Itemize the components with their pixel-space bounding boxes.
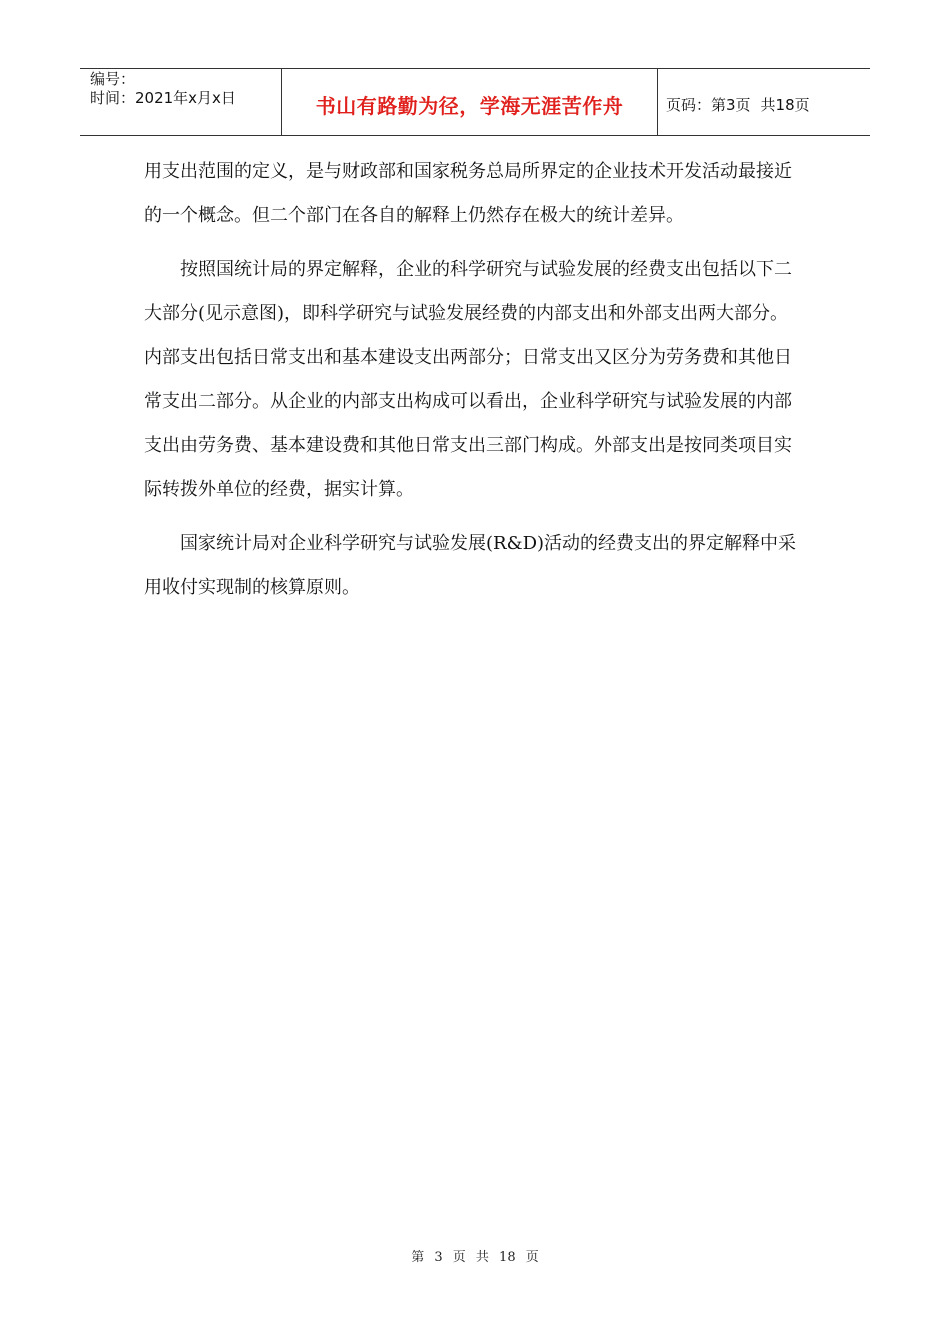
page-footer: 第 3 页 共 18 页 [411,1250,539,1265]
paragraph-rd-expenditure-structure: 按照国统计局的界定解释，企业的科学研究与试验发展的经费支出包括以下二大部分(见示意图)，即科学研究与试验发展经费的内部支出和外部支出两大部分。内部支出包括日常支出和基本建设支出两部分；日常支出又区分为劳务费和其他日常支出二部分。从企业的内部支出构成可以看出，企业科学研究与试验发展的内部支出由劳务费、基本建设费和其他日常支出三部门构成。外部支出是按同类项目实际转拨外单位的经费，据实计算。 [144,259,792,500]
header-motto: 书山有路勤为径，学海无涯苦作舟 [282,69,658,135]
header-page-total: 共18页 [760,95,810,114]
header-page-info [658,69,870,135]
header-meta [80,69,282,135]
page-header [80,68,870,136]
paragraph-continuation: 用支出范围的定义，是与财政部和国家税务总局所界定的企业技术开发活动最接近的一个概念。但二个部门在各自的解释上仍然存在极大的统计差异。 [144,161,792,226]
document-date-label: 时间：2021年x月x日 [90,89,236,107]
header-page-number: 页码：第3页 [666,95,751,114]
document-body [144,150,804,610]
document-number-label: 编号： [90,70,136,88]
paragraph-accounting-principle: 国家统计局对企业科学研究与试验发展(R&D)活动的经费支出的界定解释中采用收付实现制的核算原则。 [144,533,797,598]
